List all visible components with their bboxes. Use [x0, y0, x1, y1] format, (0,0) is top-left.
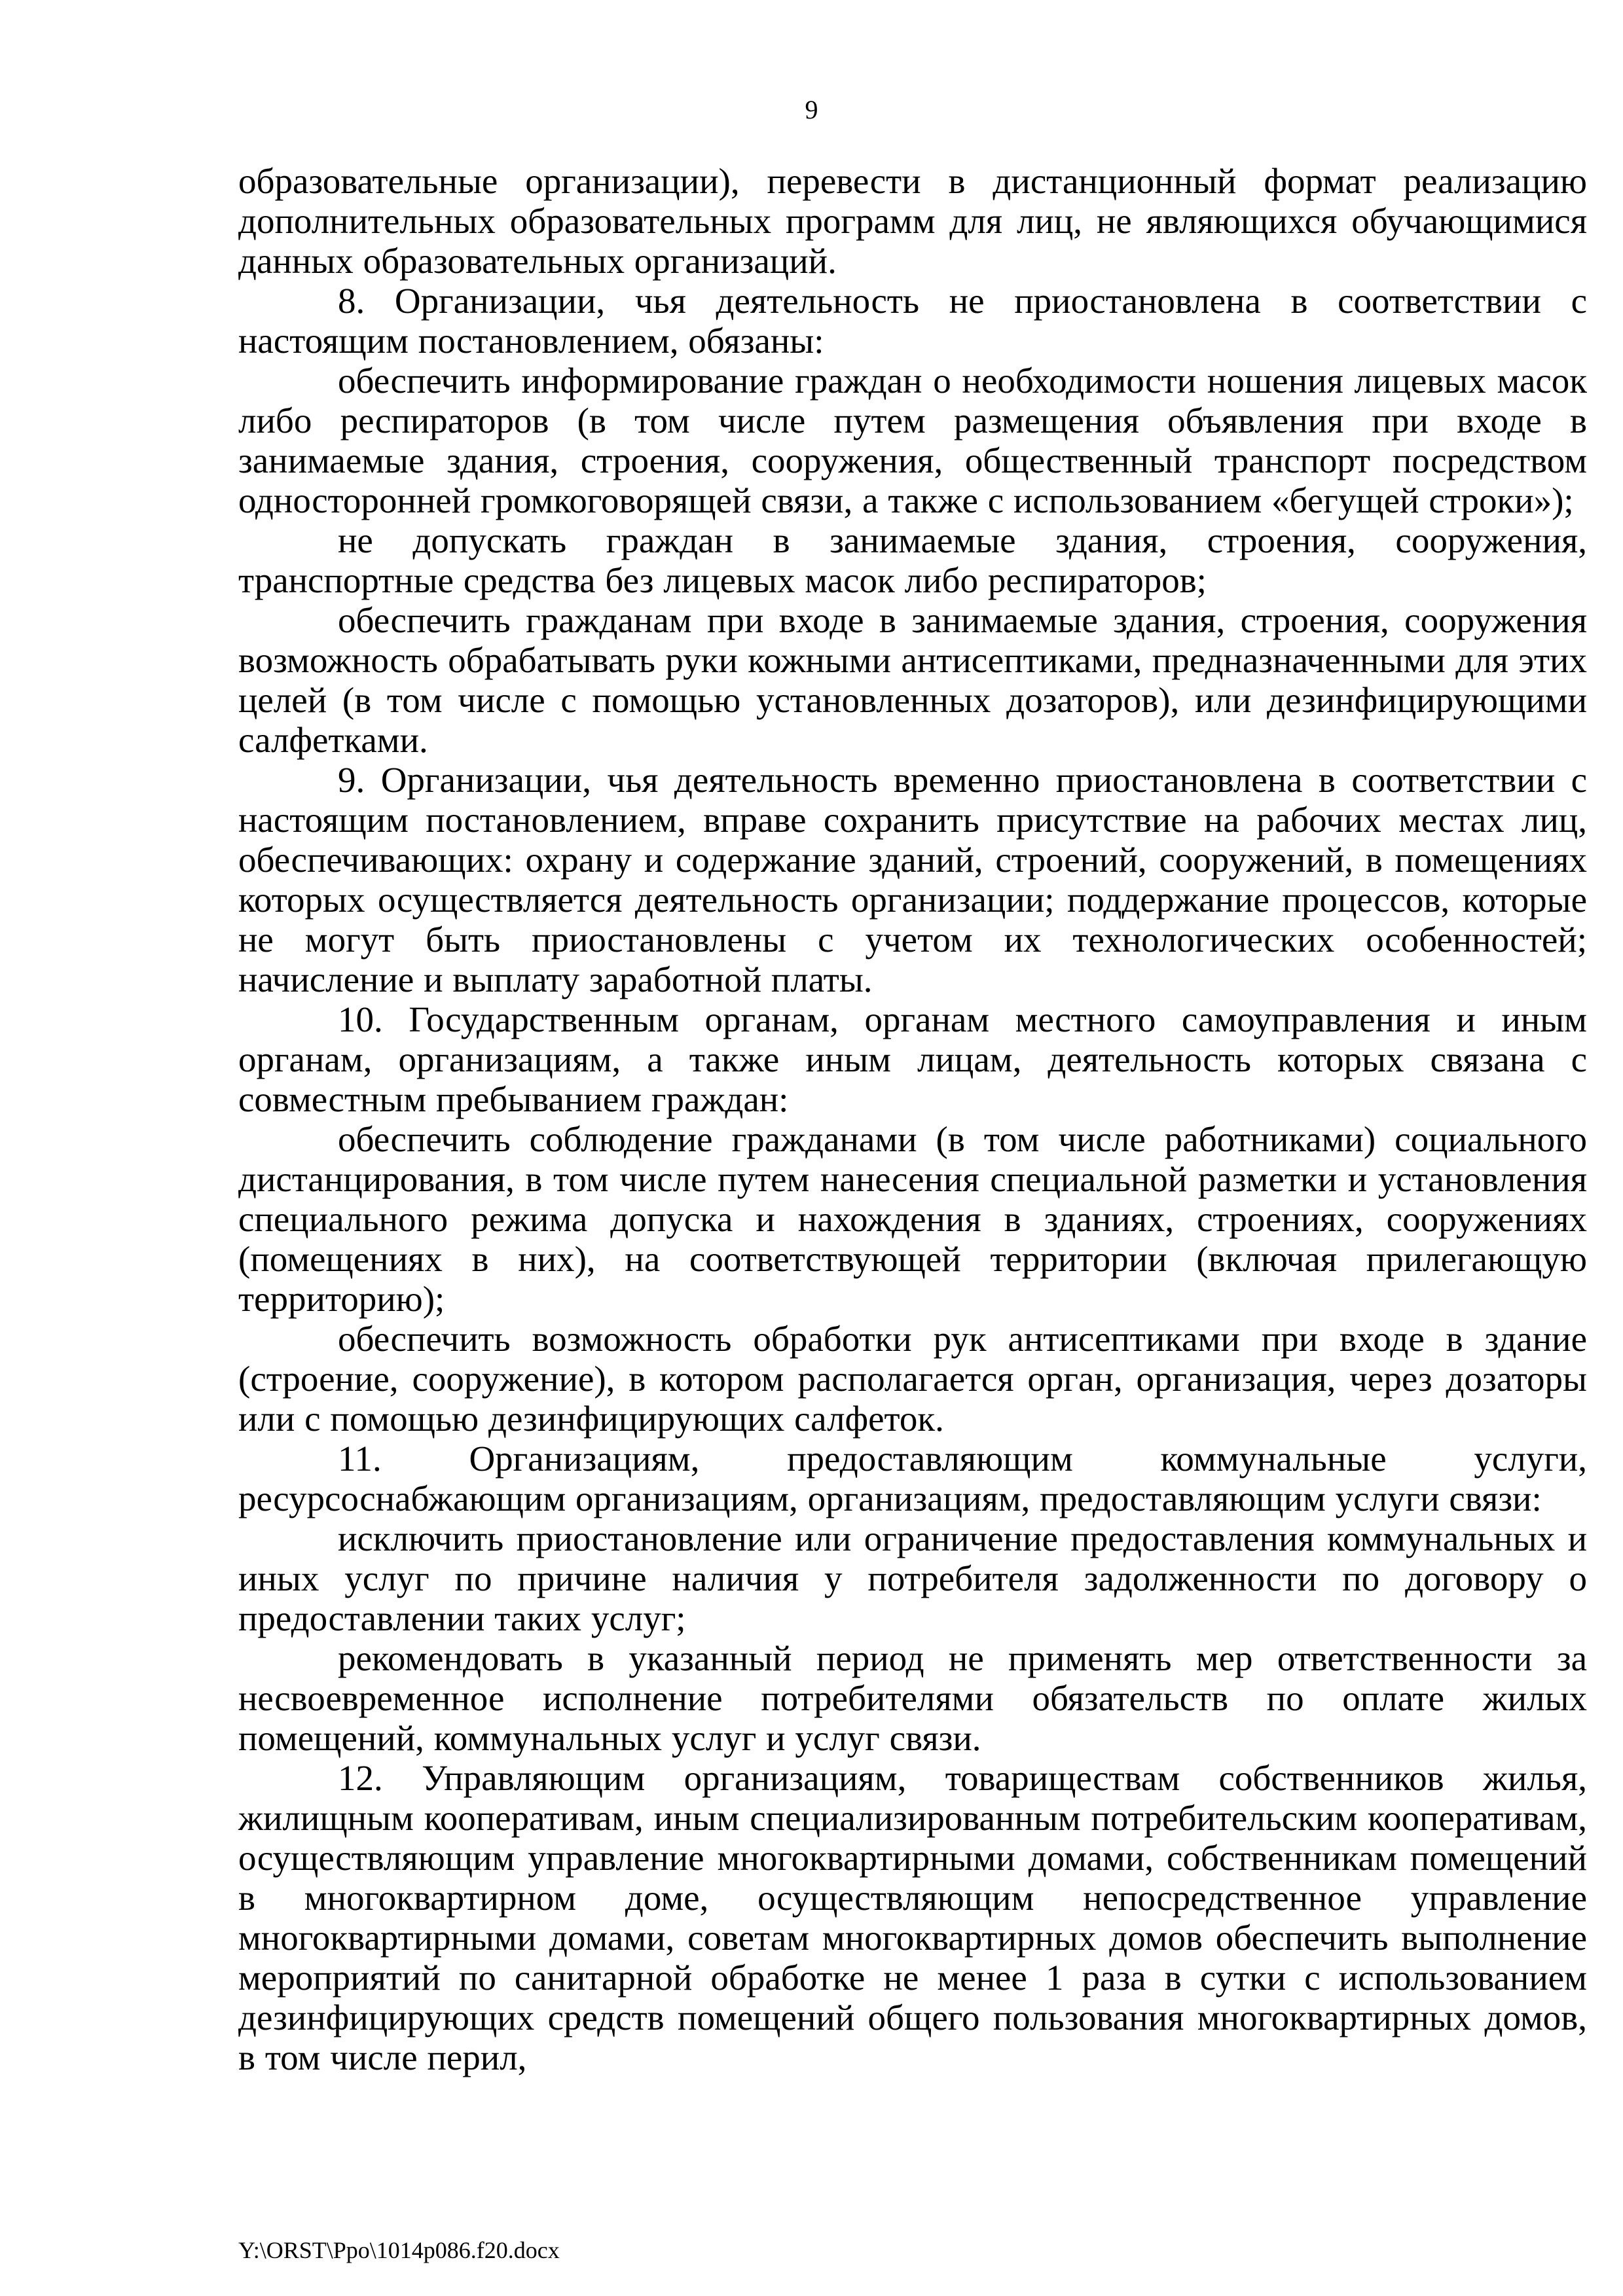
- paragraph-item-8: 8. Организации, чья деятельность не приостановлена в соответствии с настоящим постановлением, обязаны:: [238, 281, 1587, 361]
- paragraph-item-9: 9. Организации, чья деятельность временно приостановлена в соответствии с настоящим постановлением, вправе сохранить присутствие на рабочих местах лиц, обеспечивающих: охрану и содержание зданий, строений, сооружений, в помещениях которых осуществляется деятельность организации; поддержание процессов, которые не могут быть приостановлены с учетом их технологических особенностей; начисление и выплату заработной платы.: [238, 760, 1587, 999]
- paragraph-item-10: 10. Государственным органам, органам местного самоуправления и иным органам, организациям, а также иным лицам, деятельность которых связана с совместным пребыванием граждан:: [238, 999, 1587, 1119]
- paragraph-item-11-recommend: рекомендовать в указанный период не применять мер ответственности за несвоевременное исполнение потребителями обязательств по оплате жилых помещений, коммунальных услуг и услуг связи.: [238, 1638, 1587, 1758]
- paragraph-item-8-info: обеспечить информирование граждан о необходимости ношения лицевых масок либо респираторов (в том числе путем размещения объявления при входе в занимаемые здания, строения, сооружения, общественный транспорт посредством односторонней громкоговорящей связи, а также с использованием «бегущей строки»);: [238, 361, 1587, 520]
- paragraph-item-8-no-admission: не допускать граждан в занимаемые здания, строения, сооружения, транспортные средства без лицевых масок либо респираторов;: [238, 520, 1587, 600]
- paragraph-item-8-antiseptics: обеспечить гражданам при входе в занимаемые здания, строения, сооружения возможность обрабатывать руки кожными антисептиками, предназначенными для этих целей (в том числе с помощью установленных дозаторов), или дезинфицирующими салфетками.: [238, 600, 1587, 760]
- paragraph-continuation: образовательные организации), перевести в дистанционный формат реализацию дополнительных образовательных программ для лиц, не являющихся обучающимися данных образовательных организаций.: [238, 161, 1587, 281]
- document-body: [238, 161, 1587, 2077]
- paragraph-item-10-hand-treatment: обеспечить возможность обработки рук антисептиками при входе в здание (строение, сооружение), в котором располагается орган, организация, через дозаторы или с помощью дезинфицирующих салфеток.: [238, 1319, 1587, 1439]
- paragraph-item-11-no-suspension: исключить приостановление или ограничение предоставления коммунальных и иных услуг по причине наличия у потребителя задолженности по договору о предоставлении таких услуг;: [238, 1518, 1587, 1638]
- paragraph-item-11: 11. Организациям, предоставляющим коммунальные услуги, ресурсоснабжающим организациям, организациям, предоставляющим услуги связи:: [238, 1439, 1587, 1518]
- paragraph-item-12: 12. Управляющим организациям, товариществам собственников жилья, жилищным кооперативам, иным специализированным потребительским кооперативам, осуществляющим управление многоквартирными домами, собственникам помещений в многоквартирном доме, осуществляющим непосредственное управление многоквартирными домами, советам многоквартирных домов обеспечить выполнение мероприятий по санитарной обработке не менее 1 раза в сутки с использованием дезинфицирующих средств помещений общего пользования многоквартирных домов, в том числе перил,: [238, 1758, 1587, 2077]
- page-number: 9: [805, 95, 818, 124]
- footer-file-path: Y:\ORST\Ppo\1014p086.f20.docx: [238, 2237, 560, 2263]
- paragraph-item-10-distancing: обеспечить соблюдение гражданами (в том числе работниками) социального дистанцирования, в том числе путем нанесения специальной разметки и установления специального режима допуска и нахождения в зданиях, строениях, сооружениях (помещениях в них), на соответствующей территории (включая прилегающую территорию);: [238, 1119, 1587, 1319]
